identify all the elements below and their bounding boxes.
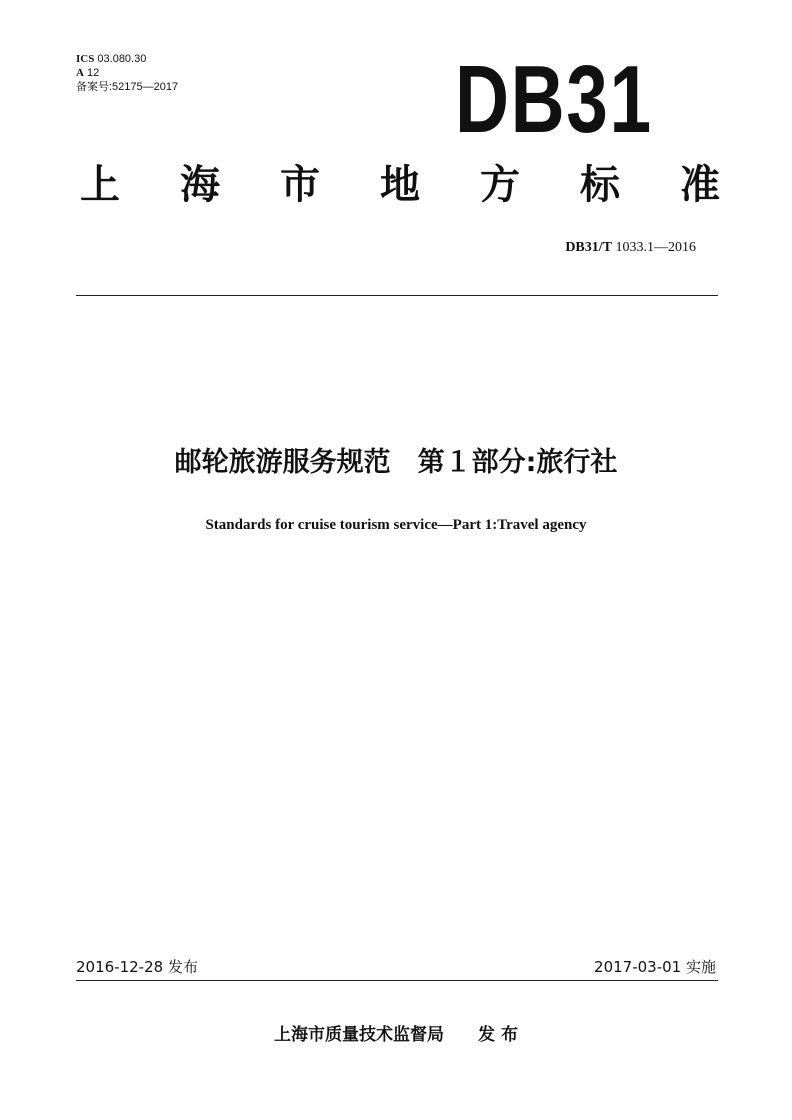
document-title-en: Standards for cruise tourism service—Part 1:Travel agency [205,517,587,533]
class-line [76,66,178,80]
heading-char: 准 [680,162,720,208]
issuing-authority: 上海市质量技术监督局 发 布 [274,1025,518,1045]
standard-prefix: DB31/T [565,240,612,255]
ics-label: ICS [76,53,95,65]
standard-number [565,240,696,256]
bottom-divider [76,980,718,981]
heading-char: 标 [580,162,620,208]
class-label: A [76,67,84,79]
record-number: 备案号:52175—2017 [76,81,179,93]
standard-type-heading [80,160,720,210]
implement-date: 2017-03-01 实施 [594,958,716,976]
heading-char: 地 [380,162,420,208]
heading-char: 方 [480,162,520,208]
ics-value: 03.080.30 [97,53,147,65]
standard-code: 1033.1—2016 [615,240,696,255]
db31-logo-text: DB31 [455,46,653,153]
top-divider [76,295,718,296]
class-value: 12 [87,67,100,79]
heading-char: 上 [80,162,120,208]
db31-logo [455,46,675,153]
ics-line [76,52,178,66]
heading-char: 海 [180,162,220,208]
heading-char: 市 [280,162,320,208]
classification-block [76,52,178,94]
publish-date: 2016-12-28 发布 [76,958,198,976]
document-title-cn: 邮轮旅游服务规范 第１部分:旅行社 [174,447,618,478]
